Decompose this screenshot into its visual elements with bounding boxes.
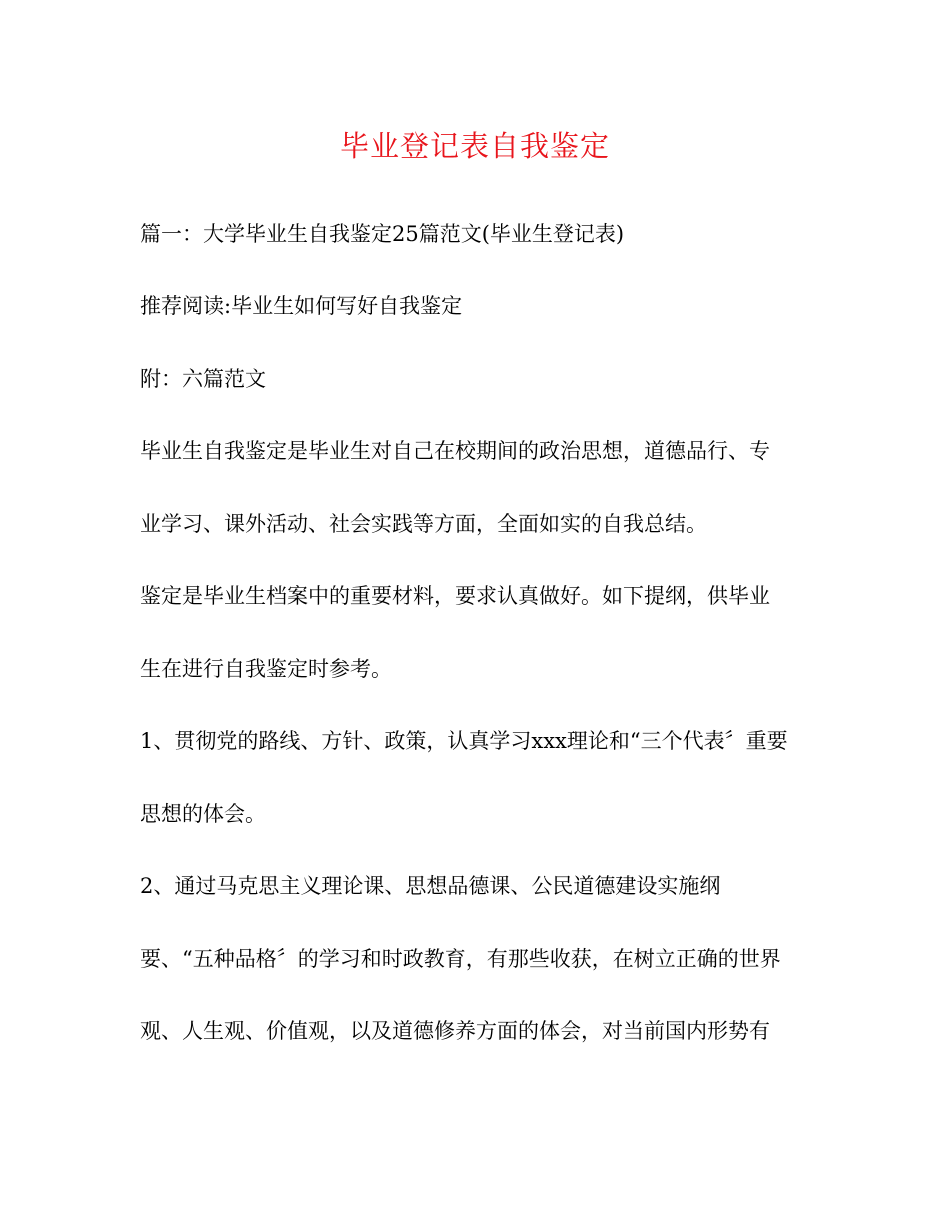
text-line-12: 观、人生观、价值观，以及道德修养方面的体会，对当前国内形势有 [140,1019,770,1043]
document-title: 毕业登记表自我鉴定 [339,129,610,163]
text-line-3: 附：六篇范文 [140,367,266,391]
text-line-1: 篇一：大学毕业生自我鉴定25篇范文(毕业生登记表) [140,222,625,246]
text-line-5: 业学习、课外活动、社会实践等方面，全面如实的自我总结。 [140,512,707,536]
text-line-9: 思想的体会。 [140,802,266,826]
text-line-7: 生在进行自我鉴定时参考。 [140,657,392,681]
text-line-8: 1、贯彻党的路线、方针、政策，认真学习xxx理论和“三个代表〞重要 [140,729,788,753]
text-line-10: 2、通过马克思主义理论课、思想品德课、公民道德建设实施纲 [140,874,721,898]
text-line-6: 鉴定是毕业生档案中的重要材料，要求认真做好。如下提纲，供毕业 [140,584,770,608]
text-line-4: 毕业生自我鉴定是毕业生对自己在校期间的政治思想，道德品行、专 [140,439,770,463]
text-line-2: 推荐阅读:毕业生如何写好自我鉴定 [140,294,463,318]
text-line-11: 要、“五种品格〞的学习和时政教育，有那些收获，在树立正确的世界 [140,947,781,971]
